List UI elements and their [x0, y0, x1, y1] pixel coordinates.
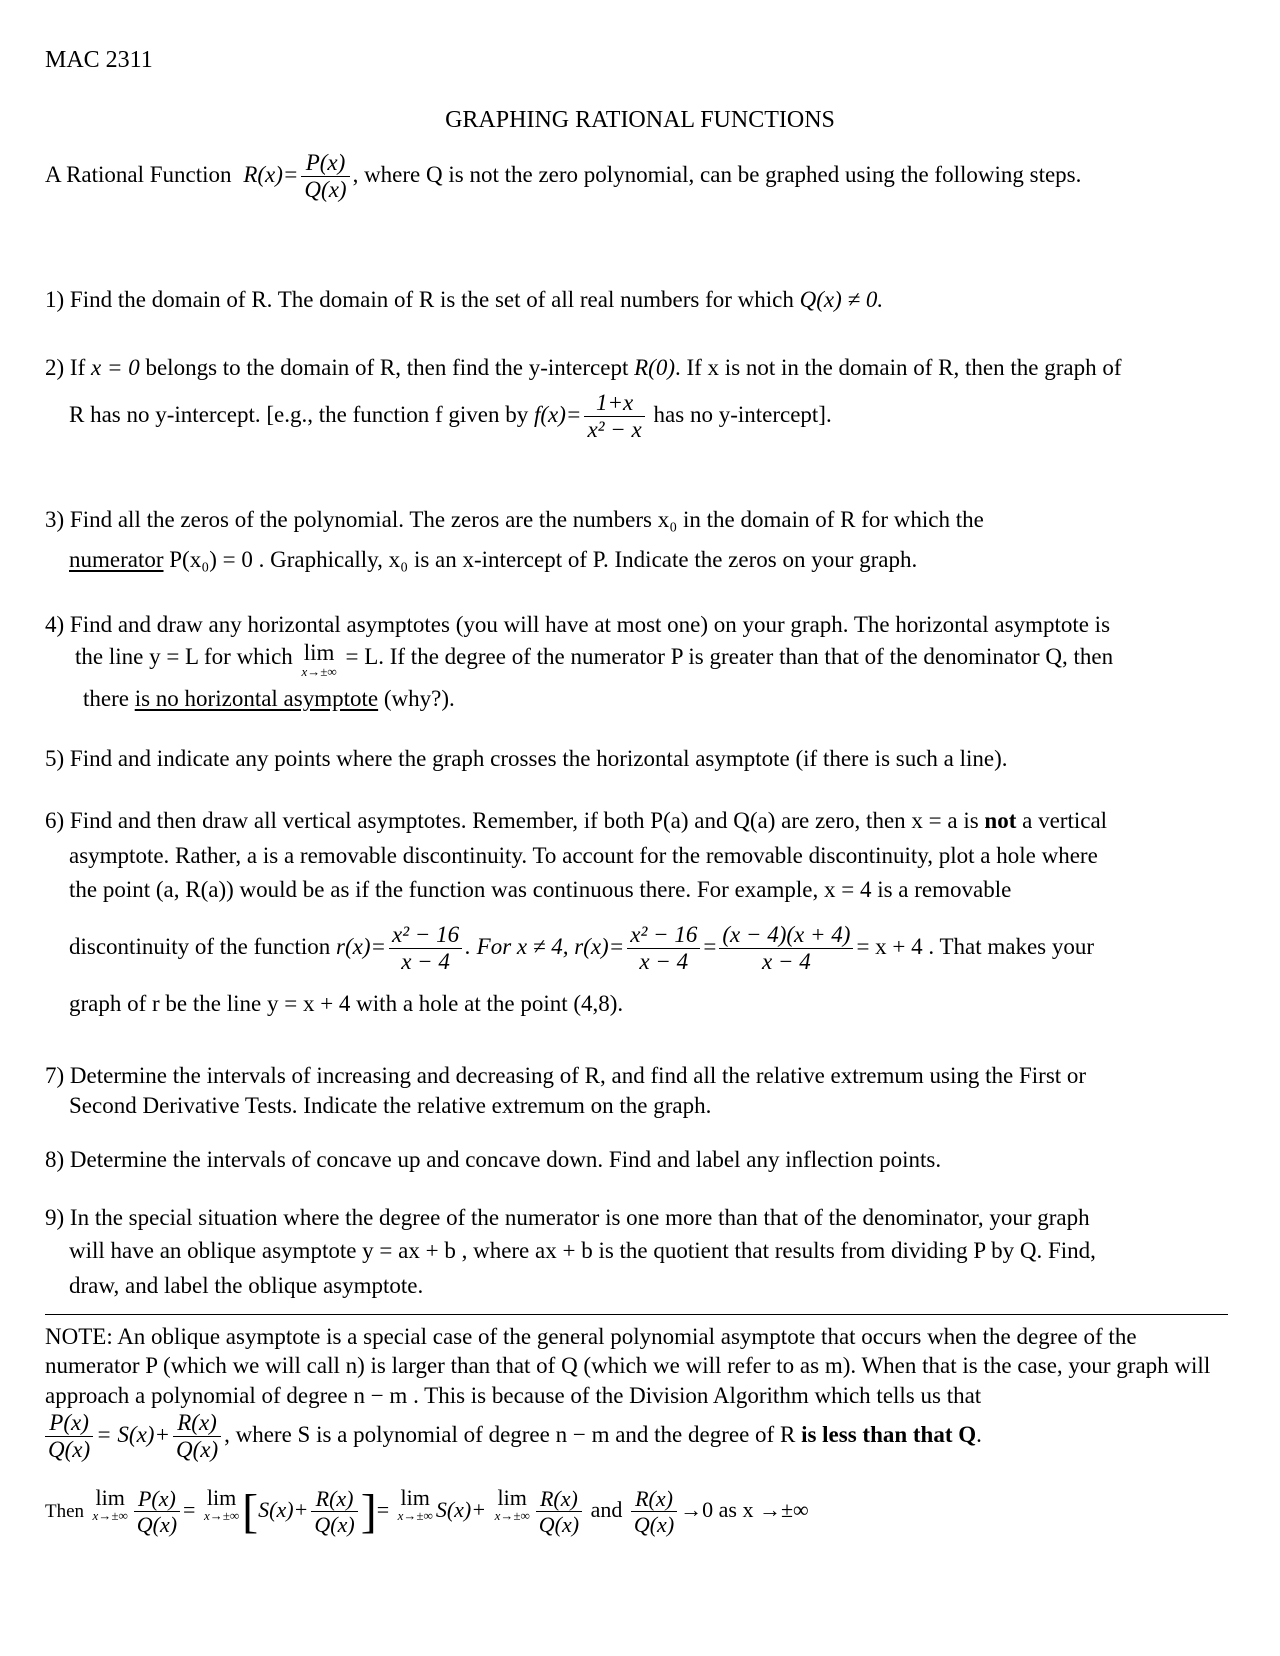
fraction-2 [627, 922, 700, 976]
step-1 [45, 284, 883, 315]
s-limit: S(x)+ [435, 1496, 487, 1522]
limit-operator [398, 1486, 433, 1523]
bold-less-than: is less than that Q [801, 1422, 977, 1448]
limit-tail: →0 as x →±∞ [680, 1496, 809, 1522]
step-3-line-2 [69, 544, 917, 575]
lim-subscript: x→±∞ [92, 1508, 128, 1524]
page-title: GRAPHING RATIONAL FUNCTIONS [445, 107, 835, 133]
limit-operator [302, 641, 337, 679]
fraction-denominator: Q(x) [633, 1512, 675, 1538]
fraction-denominator: Q(x) [538, 1512, 580, 1538]
step-9-line-2: will have an oblique asymptote y = ax + b , where ax + b is the quotient that results from dividing P by Q. Find, [69, 1238, 1096, 1263]
note-paragraph: NOTE: An oblique asymptote is a special case of the general polynomial asymptote that occurs when the degree of the numerator P (which we will call n) is larger than that of Q (which we will refer to as m). When that is the case, your graph will approach a polynomial of degree n − m . This is because of the Division Algorithm which tells us that [45, 1324, 1211, 1408]
limit-fraction-2 [311, 1486, 357, 1538]
fraction-numerator: 1+x [584, 390, 644, 417]
step-4-line-1: 4) Find and draw any horizontal asymptotes (you will have at most one) on your graph. The horizontal asymptote is [45, 612, 1111, 637]
limit-fraction-3 [536, 1486, 582, 1538]
underlined-no-ha: is no horizontal asymptote [134, 686, 379, 711]
fraction-numerator: P(x) [134, 1486, 180, 1512]
lim-label: lim [95, 1485, 125, 1510]
intro-paragraph [45, 150, 1081, 204]
fraction-numerator: P(x) [301, 150, 349, 177]
fraction-numerator: R(x) [311, 1486, 357, 1512]
step-6-line-2: asymptote. Rather, a is a removable discontinuity. To account for the removable discontinuity, plot a hole where [69, 843, 1098, 868]
step-2-text: 2) If [45, 355, 91, 380]
fraction-denominator: Q(x) [136, 1512, 178, 1538]
lim-subscript: x→±∞ [397, 1508, 433, 1524]
lim-subscript: x→±∞ [494, 1508, 530, 1524]
step-6-line-4: discontinuity of the function r(x)= $\frac{\text{x² − 16}}{x - 4}$ . For x ≠ 4, r(x)= $\frac{\text{x² − 16}}{x - 4}$ = $\frac{(x - 4)(x + 4)}{x - 4}$ = x + 4 . That makes your [69, 922, 1095, 975]
eq-trail-end: . [976, 1422, 982, 1448]
bold-not: not [984, 808, 1017, 833]
step-2-math: x = 0 [90, 355, 140, 380]
step-4-text: there [83, 686, 135, 711]
eq-trail: , where S is a polynomial of degree n − m and the degree of R [224, 1422, 802, 1448]
step-6-text: a vertical [1016, 808, 1108, 833]
step-2-text: belongs to the domain of R, then find the y-intercept [139, 355, 635, 380]
intro-lead: A Rational Function [45, 162, 232, 188]
eq-fraction-2 [173, 1410, 221, 1464]
step-4-text: the line y = L for which [75, 644, 299, 669]
fraction-1 [389, 922, 462, 976]
fraction-denominator: Q(x) [175, 1437, 219, 1463]
step-7-line-1: 7) Determine the intervals of increasing and decreasing of R, and find all the relative extremum using the First or [45, 1063, 1087, 1088]
equals-sign: = [183, 1496, 196, 1522]
eq-middle: = S(x)+ [96, 1422, 170, 1448]
limit-equation [45, 1486, 809, 1538]
limit-fraction-1 [134, 1486, 180, 1538]
fraction-denominator: x − 4 [401, 949, 450, 975]
lim-subscript: x→±∞ [203, 1508, 240, 1524]
and-label: and [590, 1496, 623, 1522]
step-9-line-3: draw, and label the oblique asymptote. [69, 1273, 424, 1298]
limit-operator [204, 1486, 239, 1523]
then-label: Then [45, 1500, 85, 1522]
step-2-math: R(0) [634, 355, 675, 380]
step-4-line-2 [75, 641, 1113, 679]
step-5: 5) Find and indicate any points where the graph crosses the horizontal asymptote (if there is such a line). [45, 746, 1008, 771]
step-6-text: discontinuity of the function [69, 934, 337, 960]
fraction-numerator: (x − 4)(x + 4) [719, 922, 853, 949]
intro-trail: , where Q is not the zero polynomial, can be graphed using the following steps. [352, 162, 1082, 188]
eq-fraction-1 [45, 1410, 93, 1464]
fraction-denominator: x − 4 [639, 949, 689, 975]
intro-expr: R(x)= [243, 162, 299, 188]
step-6-line-5: graph of r be the line y = x + 4 with a hole at the point (4,8). [69, 991, 624, 1016]
step-2-text: . If x is not in the domain of R, then the graph of [674, 355, 1122, 380]
fraction-denominator: Q(x) [304, 177, 347, 203]
course-code: MAC 2311 [45, 47, 153, 73]
fraction-numerator: x² − 16 [389, 922, 462, 949]
step-1-text: 1) Find the domain of R. The domain of R is the set of all real numbers for which [45, 287, 800, 312]
step-8: 8) Determine the intervals of concave up and concave down. Find and label any inflection points. [45, 1147, 942, 1172]
fraction-denominator: Q(x) [314, 1512, 355, 1538]
step-4-line-3 [83, 683, 455, 714]
equals-sign: = [376, 1496, 390, 1522]
limit-fraction-4 [631, 1486, 677, 1538]
lim-subscript: x→±∞ [301, 664, 337, 680]
fraction-denominator: x − 4 [762, 949, 811, 975]
step-6-math: . For x ≠ 4, r(x)= [465, 934, 625, 960]
step-3-line-1: 3) Find all the zeros of the polynomial. The zeros are the numbers x₀ in the domain of R for which the [45, 507, 984, 532]
lim-label: lim [400, 1485, 430, 1510]
step-4-text: = L. If the degree of the numerator P is greater than that of the denominator Q, then [339, 644, 1114, 669]
step-6-math: r(x)= [336, 934, 387, 960]
division-equation [42, 1410, 982, 1464]
right-bracket: ] [360, 1484, 377, 1538]
step-2-text: R has no y-intercept. [e.g., the function f given by [69, 402, 534, 428]
example-fraction [584, 390, 644, 444]
limit-operator [495, 1486, 530, 1523]
fraction-3 [719, 922, 853, 976]
lim-label: lim [497, 1485, 527, 1510]
fraction-numerator: R(x) [173, 1410, 221, 1437]
step-6-line-1 [45, 805, 1107, 836]
step-2-line-2 [69, 390, 832, 444]
fraction-numerator: P(x) [45, 1410, 93, 1437]
fraction-numerator: R(x) [536, 1486, 582, 1512]
step-3-text: P(x₀) = 0 . Graphically, x₀ is an x-intercept of P. Indicate the zeros on your graph. [163, 547, 918, 572]
step-7-line-2: Second Derivative Tests. Indicate the relative extremum on the graph. [69, 1093, 712, 1118]
step-6-text: = x + 4 . That makes your [856, 934, 1095, 960]
fraction-denominator: x² − x [587, 417, 642, 443]
divider [45, 1314, 1228, 1315]
fraction-numerator: R(x) [631, 1486, 677, 1512]
step-2-text: has no y-intercept]. [647, 402, 832, 428]
lim-label: lim [206, 1485, 237, 1510]
underlined-numerator: numerator [69, 547, 164, 572]
fraction-numerator: x² − 16 [627, 922, 700, 949]
step-2-line-1 [45, 352, 1122, 383]
intro-fraction [301, 150, 349, 204]
step-4-text: (why?). [378, 686, 455, 711]
step-1-math: Q(x) ≠ 0. [799, 287, 884, 312]
step-2-math: f(x)= [534, 402, 582, 428]
step-6-text: 6) Find and then draw all vertical asymptotes. Remember, if both P(a) and Q(a) are zero, then x = a is [45, 808, 985, 833]
step-6-line-3: the point (a, R(a)) would be as if the function was continuous there. For example, x = 4 is a removable [69, 877, 1012, 902]
limit-operator [93, 1486, 128, 1523]
lim-label: lim [303, 640, 335, 665]
fraction-denominator: Q(x) [48, 1437, 91, 1463]
s-part: S(x)+ [258, 1496, 309, 1522]
left-bracket: [ [242, 1484, 259, 1538]
step-9-line-1: 9) In the special situation where the degree of the numerator is one more than that of the denominator, your graph [45, 1205, 1090, 1230]
